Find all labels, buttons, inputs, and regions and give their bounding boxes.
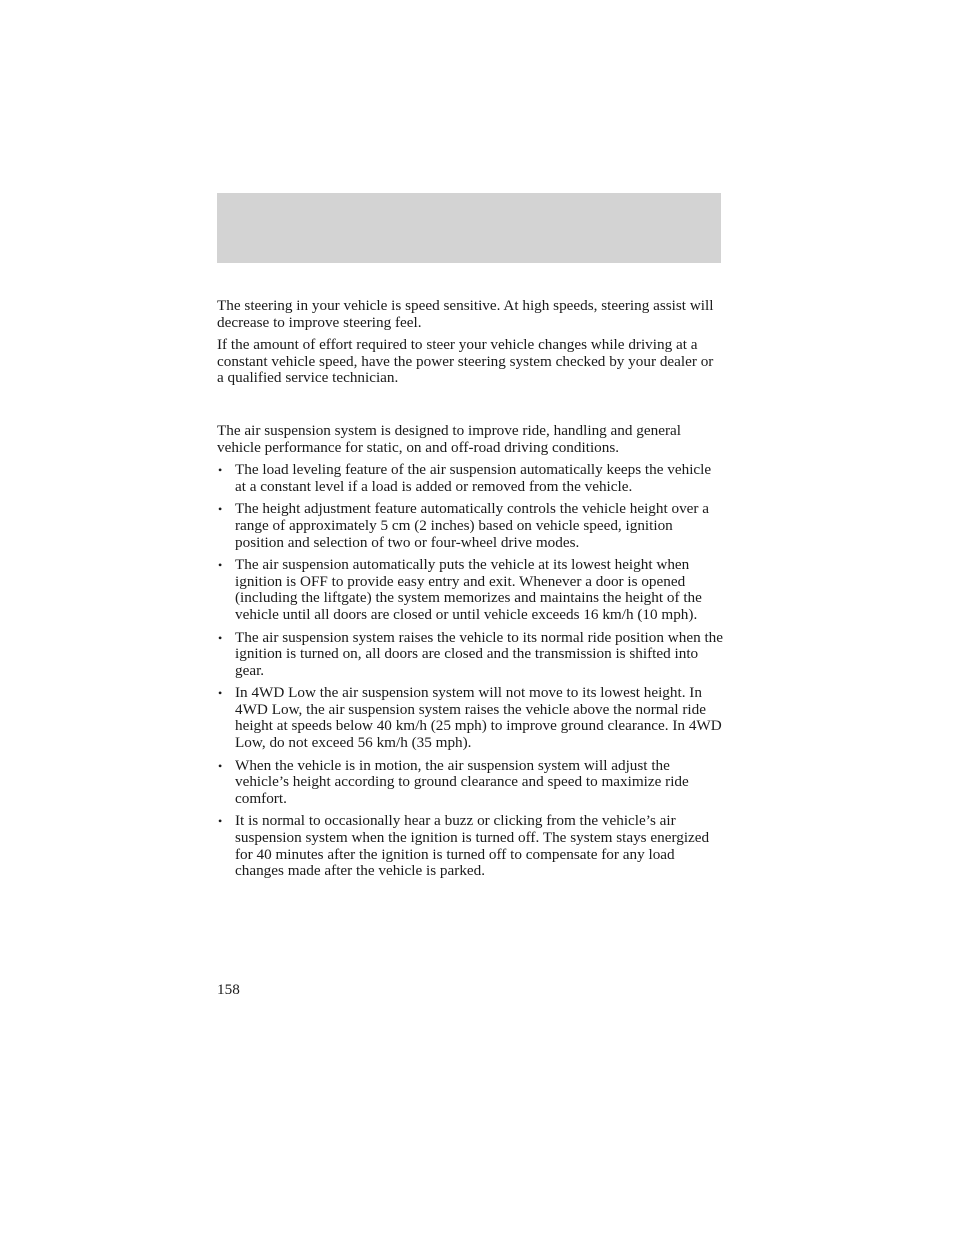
list-item-text: The air suspension automatically puts the vehicle at its lowest height when ignition is OFF to provide easy entry and exit. Whenever a door is opened (including the liftgate) the system memorizes and maintains the height of the vehicle until all doors are closed or until vehicle exceeds 16 km/h (10 mph). <box>235 556 702 623</box>
bullet-icon: • <box>218 502 223 517</box>
bullet-icon: • <box>218 463 223 478</box>
page-content <box>217 298 723 886</box>
header-band <box>217 193 721 263</box>
list-item-text: The air suspension system raises the vehicle to its normal ride position when the ignition is turned on, all doors are closed and the transmission is shifted into gear. <box>235 628 724 679</box>
list-item-text: When the vehicle is in motion, the air suspension system will adjust the vehicle’s height according to ground clearance and speed to maximize ride comfort. <box>235 756 689 807</box>
list-item <box>217 501 723 551</box>
air-suspension-intro: The air suspension system is designed to improve ride, handling and general vehicle performance for static, on and off-road driving conditions. <box>217 421 681 456</box>
list-item <box>217 557 723 623</box>
list-item <box>217 685 723 751</box>
steering-paragraph-2: If the amount of effort required to steer your vehicle changes while driving at a constant vehicle speed, have the power steering system checked by your dealer or a qualified service technician. <box>217 336 714 387</box>
bullet-icon: • <box>218 630 223 645</box>
list-item-text: The height adjustment feature automatically controls the vehicle height over a range of approximately 5 cm (2 inches) based on vehicle speed, ignition position and selection of two or four-wheel drive modes. <box>235 500 710 551</box>
bullet-icon: • <box>218 814 223 829</box>
steering-paragraph-1: The steering in your vehicle is speed sensitive. At high speeds, steering assist will decrease to improve steering feel. <box>217 297 714 331</box>
list-item-text: The load leveling feature of the air suspension automatically keeps the vehicle at a constant level if a load is added or removed from the vehicle. <box>235 461 712 495</box>
list-item-text: In 4WD Low the air suspension system will not move to its lowest height. In 4WD Low, the air suspension system raises the vehicle above the normal ride height at speeds below 40 km/h (25 mph) to improve ground clearance. In 4WD Low, do not exceed 56 km/h (35 mph). <box>235 684 722 752</box>
list-item <box>217 758 723 808</box>
list-item <box>217 813 723 879</box>
list-item <box>217 630 723 680</box>
bullet-icon: • <box>218 558 223 573</box>
bullet-icon: • <box>218 686 223 701</box>
bullet-icon: • <box>218 758 223 773</box>
list-item <box>217 462 723 495</box>
air-suspension-bullet-list <box>217 462 723 880</box>
list-item-text: It is normal to occasionally hear a buzz or clicking from the vehicle’s air suspension system when the ignition is turned off. The system stays energized for 40 minutes after the ignition is turned off to compensate for any load changes made after the vehicle is parked. <box>235 812 710 880</box>
page-number: 158 <box>217 981 240 998</box>
